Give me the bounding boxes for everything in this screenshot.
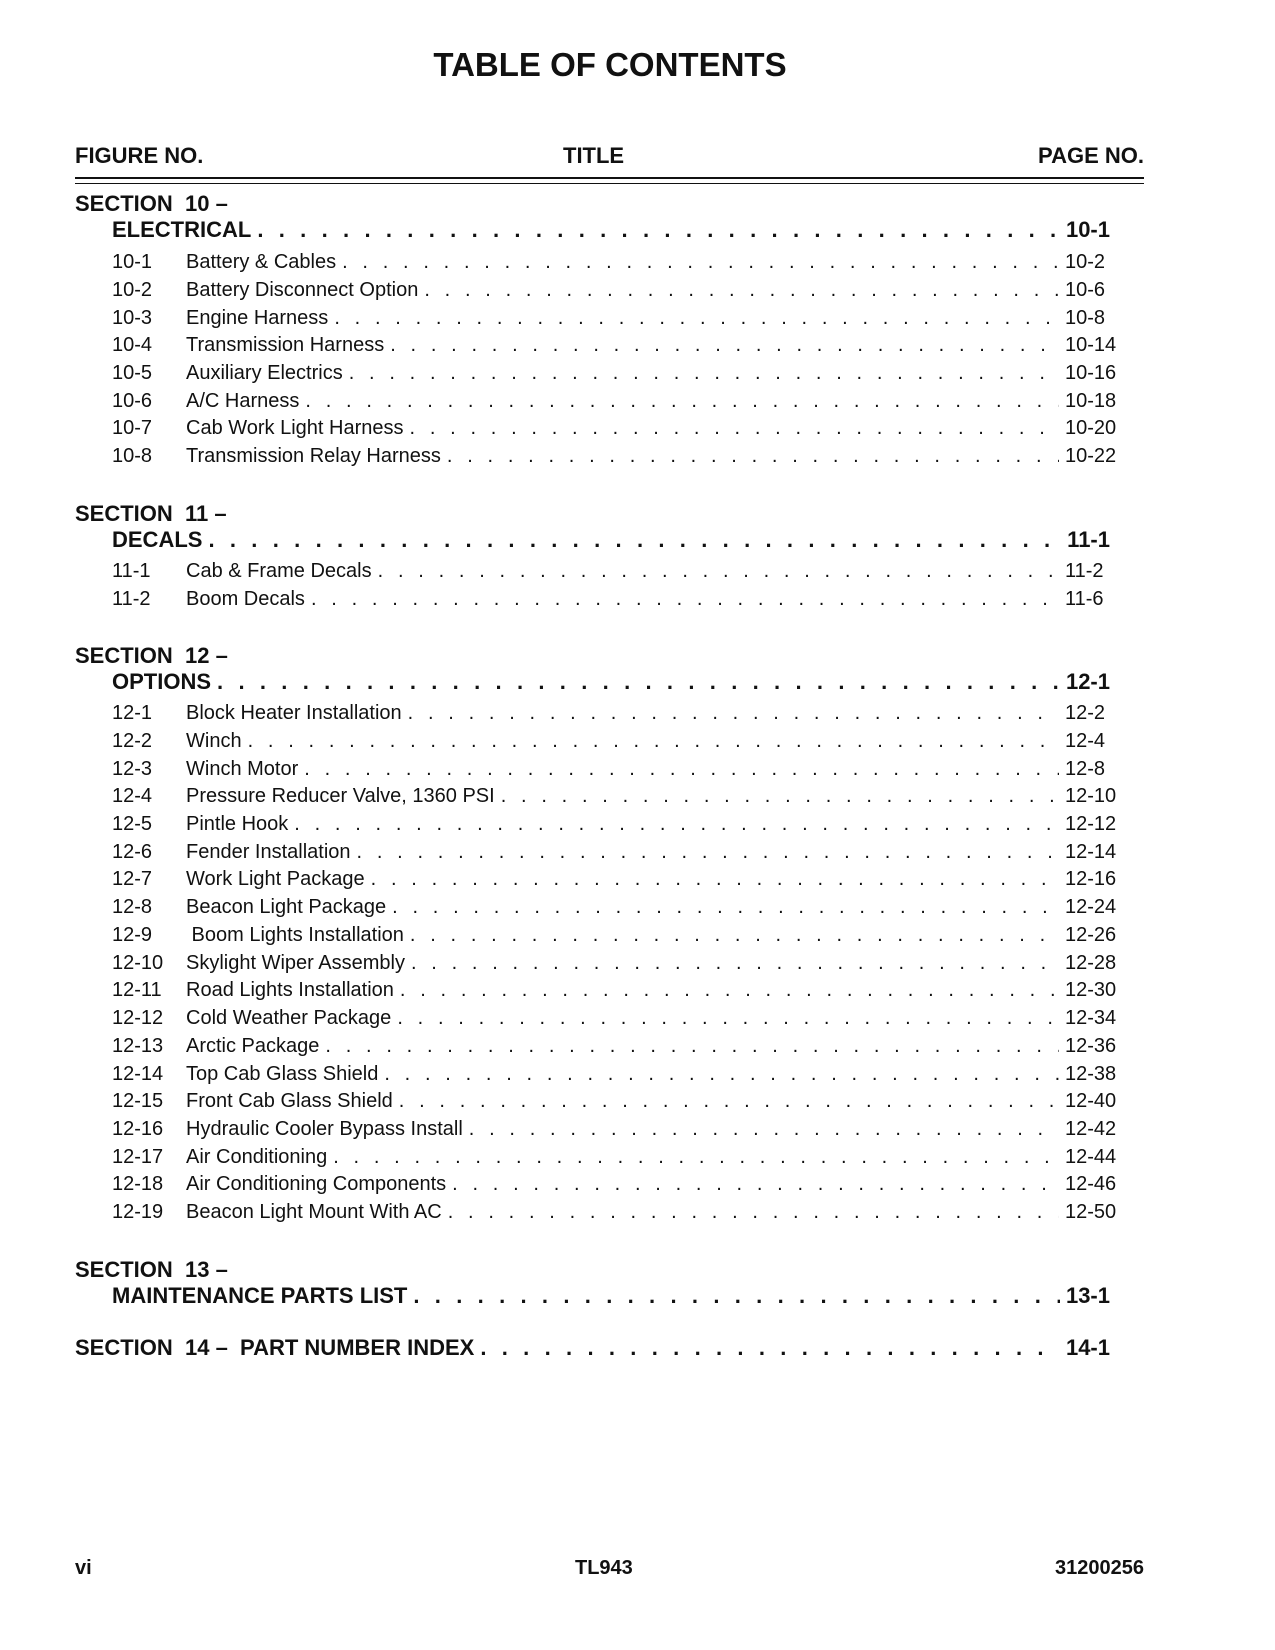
figure-number: 12-1 xyxy=(112,702,153,724)
dot-leader xyxy=(328,307,1059,330)
dot-leader xyxy=(336,251,1059,274)
figure-page-number: 10-2 xyxy=(1065,251,1106,273)
toc-entry[interactable] xyxy=(112,1146,1123,1169)
figure-page-number: 10-22 xyxy=(1065,445,1117,468)
figure-title: Skylight Wiper Assembly xyxy=(186,951,405,974)
footer-model: TL943 xyxy=(575,1557,633,1579)
toc-entry[interactable] xyxy=(112,1090,1123,1113)
toc-entry[interactable] xyxy=(112,813,1123,836)
figure-page-number: 11-6 xyxy=(1065,587,1104,610)
toc-entry[interactable] xyxy=(112,1007,1123,1030)
figure-page-number: 12-26 xyxy=(1065,923,1117,946)
figure-title: Arctic Package xyxy=(186,1034,320,1057)
figure-page-number: 12-4 xyxy=(1065,729,1106,752)
figure-title: Winch Motor xyxy=(186,757,299,780)
figure-page-number: 12-14 xyxy=(1065,840,1117,863)
figure-title: Battery Disconnect Option xyxy=(186,278,419,301)
figure-number: 12-13 xyxy=(112,1034,164,1057)
figure-number: 12-17 xyxy=(112,1145,164,1168)
section-title-line[interactable] xyxy=(112,527,1110,553)
toc-entry[interactable] xyxy=(112,924,1123,947)
figure-page-number: 12-24 xyxy=(1065,896,1117,919)
header-rule-thin xyxy=(75,183,1144,184)
figure-title: Hydraulic Cooler Bypass Install xyxy=(186,1118,463,1140)
toc-entry[interactable] xyxy=(112,896,1123,919)
section-page-number: 11-1 xyxy=(1067,527,1110,552)
dot-leader xyxy=(404,417,1060,440)
figure-title: Road Lights Installation xyxy=(186,979,394,1002)
dot-leader xyxy=(393,1090,1059,1113)
figure-number: 10-5 xyxy=(112,361,153,384)
toc-entry[interactable] xyxy=(112,758,1123,781)
dot-leader xyxy=(474,1335,1060,1361)
figure-title: Engine Harness xyxy=(186,306,329,329)
section-title: OPTIONS xyxy=(112,669,212,694)
section-14-page-number: 14-1 xyxy=(1065,1335,1110,1360)
figure-number: 12-19 xyxy=(112,1201,164,1224)
toc-entry[interactable] xyxy=(112,979,1123,1002)
toc-entry[interactable] xyxy=(112,588,1123,611)
figure-page-number: 12-30 xyxy=(1065,979,1117,1002)
figure-page-number: 10-14 xyxy=(1065,334,1117,357)
section-title: ELECTRICAL xyxy=(112,217,252,242)
toc-entry[interactable] xyxy=(112,1035,1123,1058)
figure-number: 12-12 xyxy=(112,1007,164,1029)
figure-title: Boom Lights Installation xyxy=(186,923,404,946)
footer-doc-number: 31200256 xyxy=(1055,1557,1144,1579)
dot-leader xyxy=(351,841,1059,864)
figure-number: 12-11 xyxy=(112,979,162,1002)
dot-leader xyxy=(242,730,1059,753)
figure-number: 10-2 xyxy=(112,278,153,301)
figure-title: Winch xyxy=(186,729,242,752)
figure-title: Auxiliary Electrics xyxy=(186,361,343,384)
dot-leader xyxy=(384,334,1059,357)
figure-page-number: 12-36 xyxy=(1065,1034,1117,1057)
toc-entry[interactable] xyxy=(112,417,1123,440)
dot-leader xyxy=(372,560,1059,583)
figure-page-number: 12-44 xyxy=(1065,1145,1117,1168)
section-heading: SECTION 11 – xyxy=(75,501,227,526)
figure-page-number: 10-18 xyxy=(1065,389,1117,412)
figure-number: 11-2 xyxy=(112,587,151,610)
toc-entry[interactable] xyxy=(112,702,1123,725)
figure-page-number: 12-16 xyxy=(1065,868,1117,891)
figure-number: 10-8 xyxy=(112,445,153,468)
figure-title: Cab Work Light Harness xyxy=(186,417,404,440)
dot-leader xyxy=(288,813,1059,836)
section-title-line[interactable] xyxy=(112,669,1110,695)
figure-title: Fender Installation xyxy=(186,840,351,863)
dot-leader xyxy=(407,1283,1060,1309)
figure-title: Pressure Reducer Valve, 1360 PSI xyxy=(186,785,495,808)
dot-leader xyxy=(251,217,1060,243)
figure-title: Top Cab Glass Shield xyxy=(186,1062,379,1085)
section-page-number: 13-1 xyxy=(1065,1283,1110,1308)
section-page-number: 10-1 xyxy=(1065,217,1110,242)
dot-leader xyxy=(365,868,1059,891)
figure-number: 12-7 xyxy=(112,868,153,891)
dot-leader xyxy=(446,1173,1059,1196)
footer-page-number: vi xyxy=(75,1557,92,1579)
section-title-line[interactable] xyxy=(112,217,1110,243)
toc-entry[interactable] xyxy=(112,1173,1123,1196)
figure-number: 12-2 xyxy=(112,729,153,752)
dot-leader xyxy=(202,527,1061,553)
figure-number: 11-1 xyxy=(112,560,151,582)
dot-leader xyxy=(305,588,1059,611)
figure-number: 12-18 xyxy=(112,1173,164,1196)
figure-number: 12-5 xyxy=(112,812,153,835)
column-header-figure: FIGURE NO. xyxy=(75,143,204,168)
figure-number: 12-10 xyxy=(112,951,164,974)
section-14-line[interactable] xyxy=(75,1335,1110,1361)
figure-number: 10-4 xyxy=(112,334,153,357)
dot-leader xyxy=(418,279,1059,302)
figure-title: Transmission Harness xyxy=(186,334,385,357)
figure-page-number: 12-2 xyxy=(1065,702,1106,724)
figure-title: A/C Harness xyxy=(186,389,300,412)
figure-number: 12-6 xyxy=(112,840,153,863)
figure-page-number: 12-8 xyxy=(1065,757,1106,780)
figure-page-number: 12-50 xyxy=(1065,1201,1117,1224)
dot-leader xyxy=(442,1201,1059,1224)
figure-page-number: 12-34 xyxy=(1065,1007,1117,1029)
dot-leader xyxy=(386,896,1059,919)
dot-leader xyxy=(402,702,1059,725)
toc-entry[interactable] xyxy=(112,445,1123,468)
toc-entry[interactable] xyxy=(112,841,1123,864)
toc-entry[interactable] xyxy=(112,730,1123,753)
figure-number: 12-15 xyxy=(112,1090,164,1113)
figure-title: Boom Decals xyxy=(186,587,305,610)
dot-leader xyxy=(495,785,1059,808)
figure-page-number: 10-20 xyxy=(1065,417,1117,440)
dot-leader xyxy=(405,952,1059,975)
dot-leader xyxy=(404,924,1059,947)
section-page-number: 12-1 xyxy=(1065,669,1110,694)
dot-leader xyxy=(343,362,1059,385)
figure-title: Transmission Relay Harness xyxy=(186,445,441,468)
section-14-title: SECTION 14 – PART NUMBER INDEX xyxy=(75,1335,475,1360)
figure-page-number: 12-42 xyxy=(1065,1118,1117,1140)
dot-leader xyxy=(463,1118,1059,1141)
figure-number: 10-6 xyxy=(112,389,153,412)
toc-entry[interactable] xyxy=(112,1201,1123,1224)
dot-leader xyxy=(394,979,1059,1002)
section-title-line[interactable] xyxy=(112,1283,1110,1309)
toc-entry[interactable] xyxy=(112,560,1123,583)
page-title: TABLE OF CONTENTS xyxy=(433,46,787,83)
figure-title: Beacon Light Package xyxy=(186,896,387,919)
figure-page-number: 12-12 xyxy=(1065,812,1117,835)
figure-title: Air Conditioning Components xyxy=(186,1173,447,1196)
dot-leader xyxy=(327,1146,1059,1169)
section-title: MAINTENANCE PARTS LIST xyxy=(112,1283,408,1308)
toc-entry[interactable] xyxy=(112,334,1123,357)
section-heading: SECTION 13 – xyxy=(75,1257,228,1282)
figure-title: Block Heater Installation xyxy=(186,702,402,724)
figure-number: 10-3 xyxy=(112,306,153,329)
toc-entry[interactable] xyxy=(112,952,1123,975)
toc-entry[interactable] xyxy=(112,1118,1123,1141)
toc-entry[interactable] xyxy=(112,785,1123,808)
toc-entry[interactable] xyxy=(112,868,1123,891)
figure-number: 12-8 xyxy=(112,896,153,919)
figure-title: Pintle Hook xyxy=(186,812,289,835)
figure-page-number: 12-10 xyxy=(1065,785,1117,808)
dot-leader xyxy=(211,669,1060,695)
dot-leader xyxy=(299,390,1059,413)
figure-page-number: 10-16 xyxy=(1065,361,1117,384)
figure-title: Front Cab Glass Shield xyxy=(186,1090,393,1113)
figure-page-number: 12-40 xyxy=(1065,1090,1117,1113)
figure-number: 12-3 xyxy=(112,757,153,780)
figure-number: 10-7 xyxy=(112,417,153,440)
toc-entry[interactable] xyxy=(112,279,1123,302)
column-header-title: TITLE xyxy=(563,143,625,168)
toc-entry[interactable] xyxy=(112,362,1123,385)
dot-leader xyxy=(441,445,1059,468)
toc-entry[interactable] xyxy=(112,251,1123,274)
dot-leader xyxy=(319,1035,1059,1058)
figure-title: Work Light Package xyxy=(186,868,365,891)
figure-title: Air Conditioning xyxy=(186,1145,328,1168)
figure-number: 12-9 xyxy=(112,923,153,946)
section-heading: SECTION 12 – xyxy=(75,643,228,668)
figure-page-number: 12-46 xyxy=(1065,1173,1117,1196)
dot-leader xyxy=(391,1007,1059,1030)
section-heading: SECTION 10 – xyxy=(75,191,228,216)
figure-number: 12-14 xyxy=(112,1062,164,1085)
figure-page-number: 10-8 xyxy=(1065,306,1106,329)
toc-entry[interactable] xyxy=(112,307,1123,330)
figure-page-number: 12-38 xyxy=(1065,1062,1117,1085)
dot-leader xyxy=(298,758,1059,781)
figure-number: 12-16 xyxy=(112,1118,164,1140)
figure-page-number: 11-2 xyxy=(1065,560,1104,582)
header-rule-thick xyxy=(75,177,1144,179)
figure-title: Cab & Frame Decals xyxy=(186,560,372,582)
figure-number: 10-1 xyxy=(112,251,153,273)
figure-number: 12-4 xyxy=(112,785,153,808)
figure-title: Battery & Cables xyxy=(186,251,337,273)
figure-page-number: 10-6 xyxy=(1065,278,1106,301)
column-header-page: PAGE NO. xyxy=(1038,143,1144,168)
figure-title: Beacon Light Mount With AC xyxy=(186,1201,442,1224)
section-title: DECALS xyxy=(112,527,203,552)
toc-entry[interactable] xyxy=(112,390,1123,413)
figure-title: Cold Weather Package xyxy=(186,1007,392,1029)
dot-leader xyxy=(378,1063,1059,1086)
toc-entry[interactable] xyxy=(112,1063,1123,1086)
figure-page-number: 12-28 xyxy=(1065,951,1117,974)
